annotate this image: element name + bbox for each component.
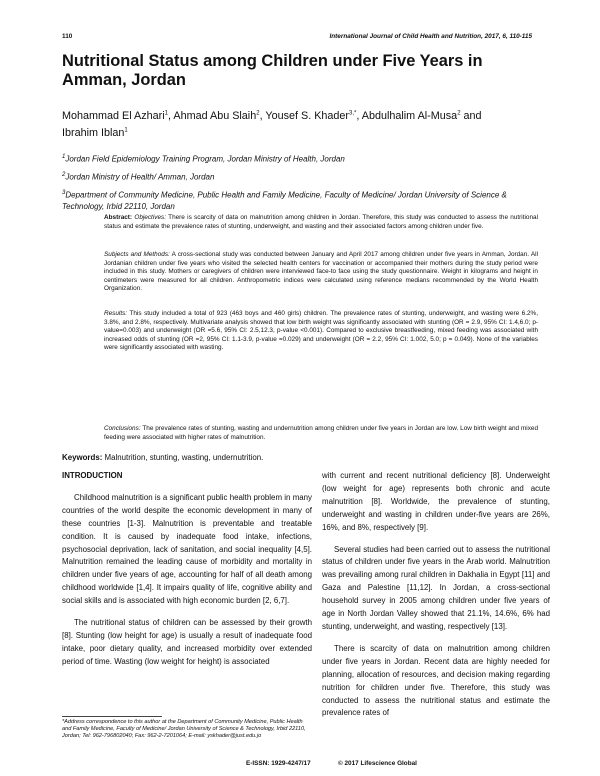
affiliation: $^3$Department of Community Medicine, Public Health and Family Medicine, Faculty of Medicine/ Jordan University of Science & Technology, Irbid 22110, Jordan bbox=[62, 190, 507, 211]
abstract-methods: Subjects and Methods: A cross-sectional study was conducted between January and April 2017 among children under five years in Amman, Jordan. All Jordanian children under five years who visited the selected health centers for vaccination or accompanied their mothers during the study period were included in this study. Mothers or caregivers of children were interviewed face-to face using the study questionnaire. Weight in kilograms and height in centimeters were measured for all children. Anthropometric indices were calculated using reference medians recommended by the World Health Organization. bbox=[104, 251, 538, 293]
paragraph: Several studies had been carried out to assess the nutritional status of children under five years in the Arab world. Malnutrition was prevailing among rural children in Dakhalia in Egypt [11] and Gaza and Palestine [11,12]. In Jordan, a cross-sectional household survey in 2005 among children under five years of age in North Jordan Valley showed that 21.1%, 14.6%, 6% had stunting, underweight, and wasting, respectively [13]. bbox=[322, 544, 550, 631]
affiliation: $^1$Jordan Field Epidemiology Training Program, Jordan Ministry of Health, Jordan bbox=[62, 154, 345, 164]
paragraph: There is scarcity of data on malnutrition among children under five years in Jordan. Recent data are highly needed for planning, allocation of resources, and decision making regarding nutrition for children under five. Therefore, this study was conducted to assess the nutritional status and estimate the prevalence rates of bbox=[322, 643, 550, 718]
author: Ahmad Abu Slaih$^2$, bbox=[173, 109, 266, 122]
author: Yousef S. Khader$^{3,*}$, bbox=[265, 109, 362, 122]
abstract-objectives: Abstract: Objectives: There is scarcity of data on malnutrition among children in Jordan. Therefore, this study was conducted to assess the nutritional status and estimate the prevalence rates of stunting, underweight, and wasting and their associated factors among children under five. bbox=[104, 214, 539, 230]
correspondence-footnote: *Address correspondence to this author at the Department of Community Medicine, Public Health and Family Medicine, Faculty of Medicine/ Jordan University of Science & Technology, Irbid 22110, Jordan; Tel: 962-796802040; Fax: 962-2-7201064; E-mail: yskhader@just.edu.jo bbox=[62, 719, 306, 739]
page-number: 110 bbox=[62, 33, 73, 40]
section-heading: INTRODUCTION bbox=[62, 471, 123, 480]
author: Abdulhalim Al-Musa$^2$ and bbox=[361, 109, 482, 122]
author-list bbox=[62, 106, 552, 141]
right-column bbox=[322, 470, 550, 729]
footnote-rule bbox=[62, 716, 162, 717]
journal-header: International Journal of Child Health and Nutrition, 2017, 6, 110-115 bbox=[329, 33, 532, 40]
affiliation: $^2$Jordan Ministry of Health/ Amman, Jordan bbox=[62, 172, 215, 182]
paragraph: with current and recent nutritional deficiency [8]. Underweight (low weight for age) represents both chronic and acute malnutrition [8]. Worldwide, the prevalence of stunting, underweight and wasting in children under-five years are 26%, 16%, and 8%, respectively [9]. bbox=[322, 471, 550, 532]
author: Mohammad El Azhari$^1$, bbox=[62, 109, 174, 122]
abstract-conclusions: Conclusions: The prevalence rates of stunting, wasting and undernutrition among children under five years in Jordan are low. Low birth weight and mixed feeding were associated with higher rates of malnutrition. bbox=[104, 425, 538, 441]
paragraph: Childhood malnutrition is a significant public health problem in many countries of the world despite the economic development in many of these countries [1-3]. Malnutrition is preventable and treatable condition. It is caused by inadequate food intake, infections, psychosocial deprivation, lack of sanitation, and social inequality [4,5]. Malnutrition remained the leading cause of morbidity and mortality in children under five years of age, accounting for half of all death among childhood worldwide [1,4]. It impairs quality of life, cognitive ability and social skills and is associated with high economic burden [2, 6,7]. bbox=[62, 492, 312, 606]
paper-title: Nutritional Status among Children under Five Years in Amman, Jordan bbox=[62, 52, 483, 89]
keywords: Keywords: Malnutrition, stunting, wasting, undernutrition. bbox=[62, 453, 264, 462]
left-column bbox=[62, 470, 312, 678]
abstract-results: Results: This study included a total of 923 (463 boys and 460 girls) children. The prevalence rates of stunting, underweight, and wasting were 6.2%, 3.8%, and 2.8%, respectively. Multivariate analysis showed that low birth weight was significantly associated with stunting (OR = 2.9, 95% CI: 1.4,6.0; p-value=0.003) and underweight (OR =5.6, 95% CI: 2.5,12.3, p-value <0.001). Compared to exclusive breastfeeding, mixed feeding was associated with increased odds of stunting (OR =2, 95% CI: 1.1-3.9, p-value =0.029) and underweight (OR = 2.2, 95% CI: 1.002, 5.0; p = 0.049). None of the variables were significantly associated with wasting. bbox=[104, 310, 538, 352]
issn: E-ISSN: 1929-4247/17 bbox=[246, 760, 311, 767]
copyright: © 2017 Lifescience Global bbox=[338, 760, 417, 767]
paragraph: The nutritional status of children can be assessed by their growth [8]. Stunting (low height for age) is usually a result of inadequate food intake, poor dietary quality, and increased morbidity over extended period of time. Wasting (low weight for height) is associated bbox=[62, 618, 312, 666]
author: Ibrahim Iblan$^1$ bbox=[62, 127, 128, 140]
